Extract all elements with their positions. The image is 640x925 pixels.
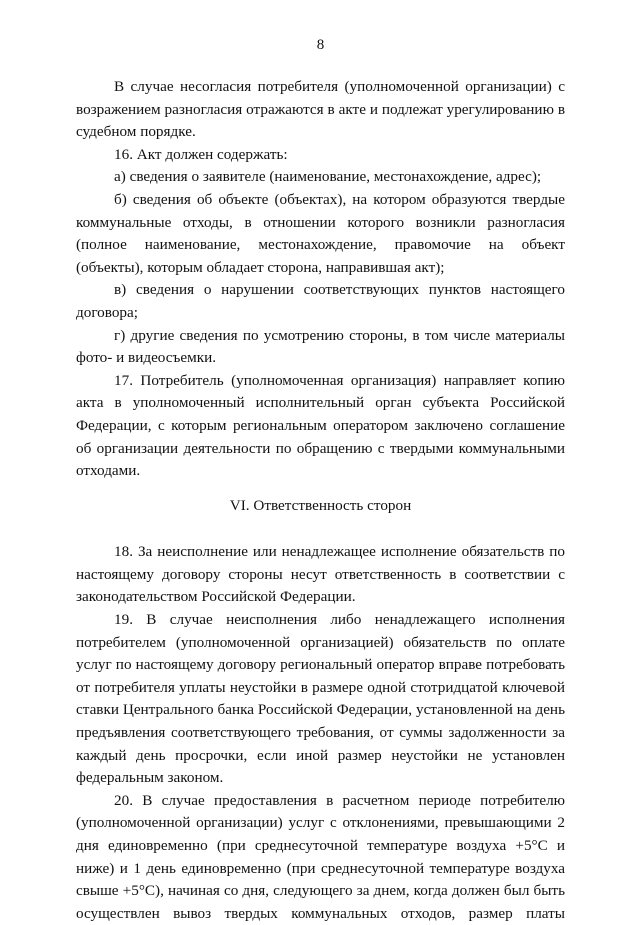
paragraph-16: 16. Акт должен содержать: — [114, 145, 288, 163]
section-title: VI. Ответственность сторон — [229, 496, 412, 514]
paragraph-16-b: б) сведения об объекте (объектах), на котором образуются твердые коммунальные отходы, в отношении которого возникли разногласия (полное наименование, местонахождение, правомочие на объект (объекты), которым обладает сторона, направившая акт); — [76, 190, 565, 276]
page-number: 8 — [316, 37, 325, 53]
paragraph-16-a: а) сведения о заявителе (наименование, местонахождение, адрес); — [114, 168, 542, 186]
paragraph-18: 18. За неисполнение или ненадлежащее исполнение обязательств по настоящему договору стороны несут ответственность в соответствии с законодательством Российской Федерации. — [76, 543, 565, 606]
paragraph-disagreement: В случае несогласия потребителя (уполномоченной организации) с возражением разногласия отражаются в акте и подлежат урегулированию в судебном порядке. — [76, 78, 565, 141]
paragraph-19: 19. В случае неисполнения либо ненадлежащего исполнения потребителем (уполномоченной организацией) обязательств по оплате услуг по настоящему договору региональный оператор вправе потребовать от потребителя уплаты неустойки в размере одной стотридцатой ключевой ставки Центрального банка Российской Федерации, установленной на день предъявления соответствующего требования, от суммы задолженности за каждый день просрочки, если иной размер неустойки не установлен федеральным законом. — [76, 611, 565, 787]
document-page — [76, 36, 565, 925]
paragraph-20: 20. В случае предоставления в расчетном периоде потребителю (уполномоченной организации) услуг с отклонениями, превышающими 2 дня единовременно (при среднесуточной температуре воздуха +5°C и ниже) и 1 день единовременно (при среднесуточной температуре воздуха свыше +5°C), начиная со дня, следующего за днем, когда должен был быть осуществлен вывоз твердых коммунальных отходов, размер платы — [76, 791, 565, 922]
paragraph-16-v: в) сведения о нарушении соответствующих пунктов настоящего договора; — [76, 281, 565, 321]
paragraph-16-g: г) другие сведения по усмотрению стороны, в том числе материалы фото- и видеосъемки. — [76, 326, 565, 367]
paragraph-17: 17. Потребитель (уполномоченная организация) направляет копию акта в уполномоченный исполнительный орган субъекта Российской Федерации, с которым региональным оператором заключено соглашение об организации деятельности по обращению с твердыми коммунальными отходами. — [76, 371, 565, 480]
